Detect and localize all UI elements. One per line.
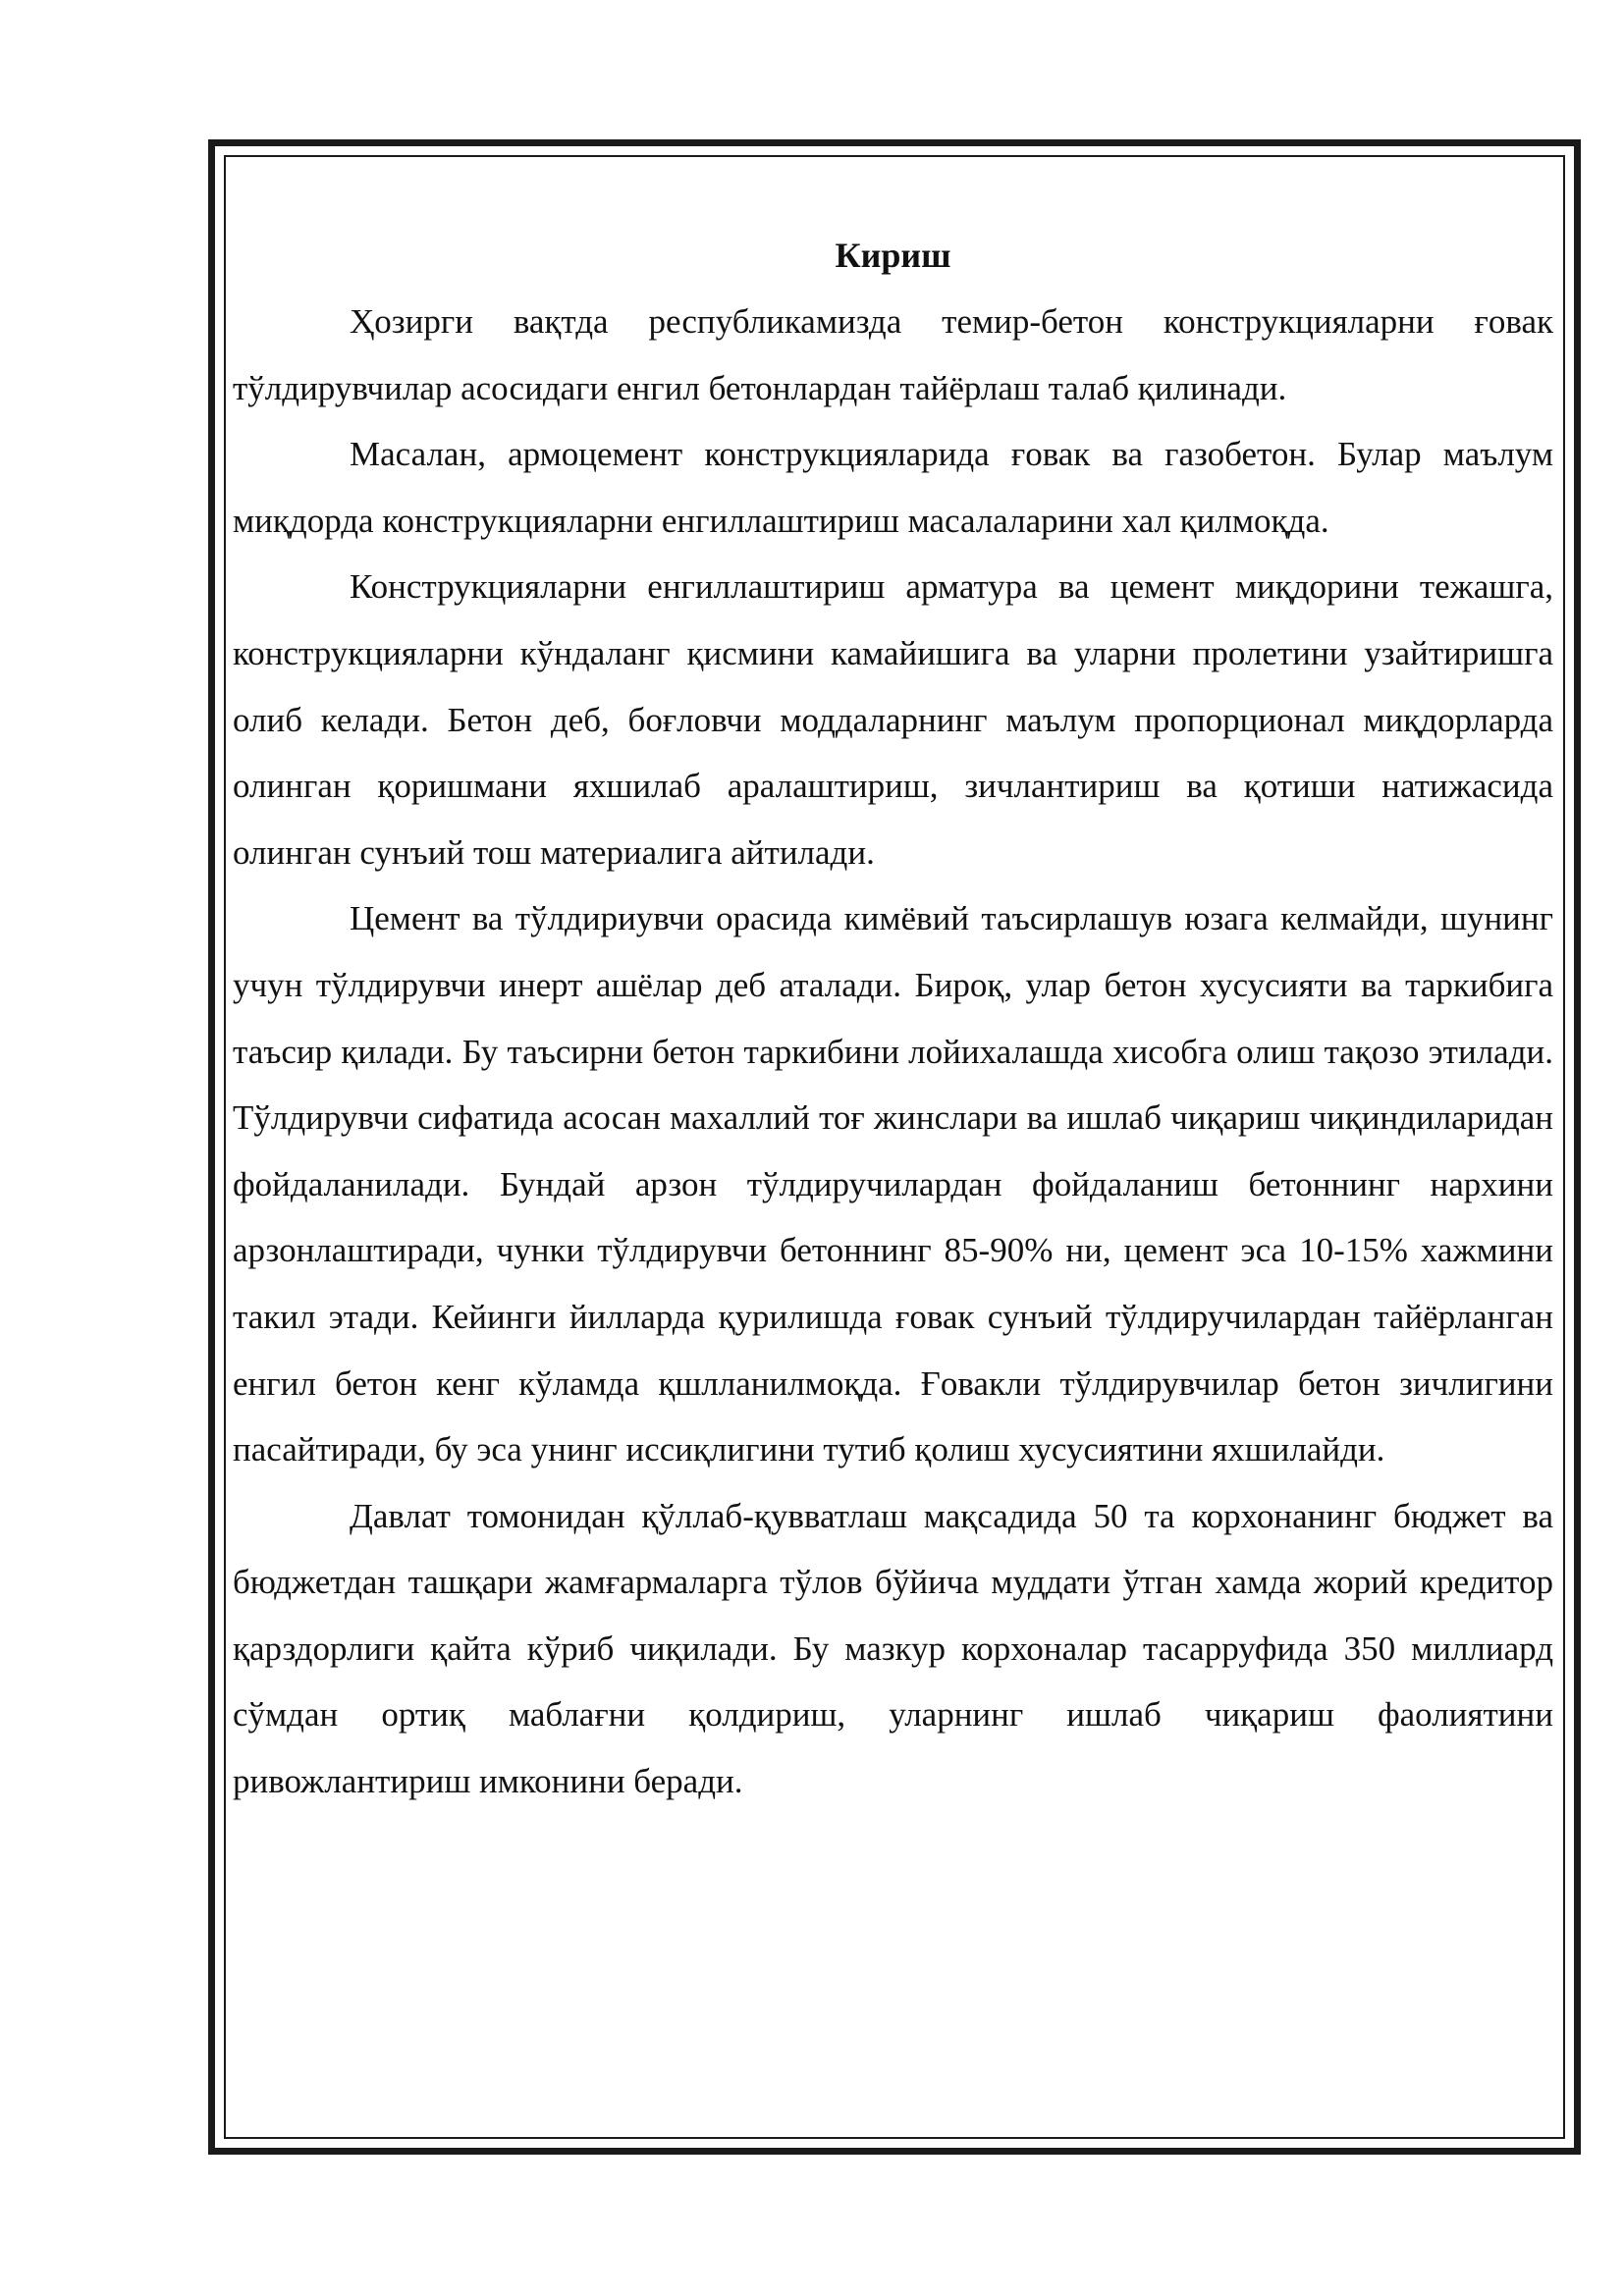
paragraph-5: Давлат томонидан қўллаб-қувватлаш мақсадида 50 та корхонанинг бюджет ва бюджетдан ташқари жамғармаларга тўлов бўйича муддати ўтган хамда жорий кредитор қарздорлиги қайта кўриб чиқилади. Бу мазкур корхоналар тасарруфида 350 миллиард сўмдан ортиқ маблағни қолдириш, уларнинг ишлаб чиқариш фаолиятини ривожлантириш имконини беради. bbox=[233, 1496, 1553, 1801]
paragraph-4: Цемент ва тўлдириувчи орасида кимёвий таъсирлашув юзага келмайди, шунинг учун тўлдирувчи инерт ашёлар деб аталади. Бироқ, улар бетон хусусияти ва таркибига таъсир қилади. Бу таъсирни бетон таркибини лойихалашда хисобга олиш тақозо этилади. Тўлдирувчи сифатида асосан махаллий тоғ жинслари ва ишлаб чиқариш чиқиндиларидан фойдаланилади. Бундай арзон тўлдиручилардан фойдаланиш бетоннинг нархини арзонлаштиради, чунки тўлдирувчи бетоннинг 85-90% ни, цемент эса 10-15% хажмини такил этади. Кейинги йилларда қурилишда ғовак сунъий тўлдиручилардан тайёрланган енгил бетон кенг кўламда қшлланилмоқда. Ғовакли тўлдирувчилар бетон зичлигини пасайтиради, бу эса унинг иссиқлигини тутиб қолиш хусусиятини яхшилайди. bbox=[233, 899, 1553, 1469]
paragraph-1: Ҳозирги вақтда республикамизда темир-бетон конструкцияларни ғовак тўлдирувчилар асосидаги енгил бетонлардан тайёрлаш талаб қилинади. bbox=[233, 302, 1553, 407]
paragraph-3: Конструкцияларни енгиллаштириш арматура ва цемент миқдорини тежашга, конструкцияларни кўндаланг қисмини камайишига ва уларни пролетини узайтиришга олиб келади. Бетон деб, боғловчи моддаларнинг маълум пропорционал миқдорларда олинган қоришмани яхшилаб аралаштириш, зичлантириш ва қотиши натижасида олинган сунъий тош материалига айтилади. bbox=[233, 567, 1553, 872]
paragraph-2: Масалан, армоцемент конструкцияларида ғовак ва газобетон. Булар маълум миқдорда конструкцияларни енгиллаштириш масалаларини хал қилмоқда. bbox=[233, 435, 1553, 540]
document-body bbox=[233, 228, 1553, 1815]
document-title: Кириш bbox=[835, 236, 951, 275]
